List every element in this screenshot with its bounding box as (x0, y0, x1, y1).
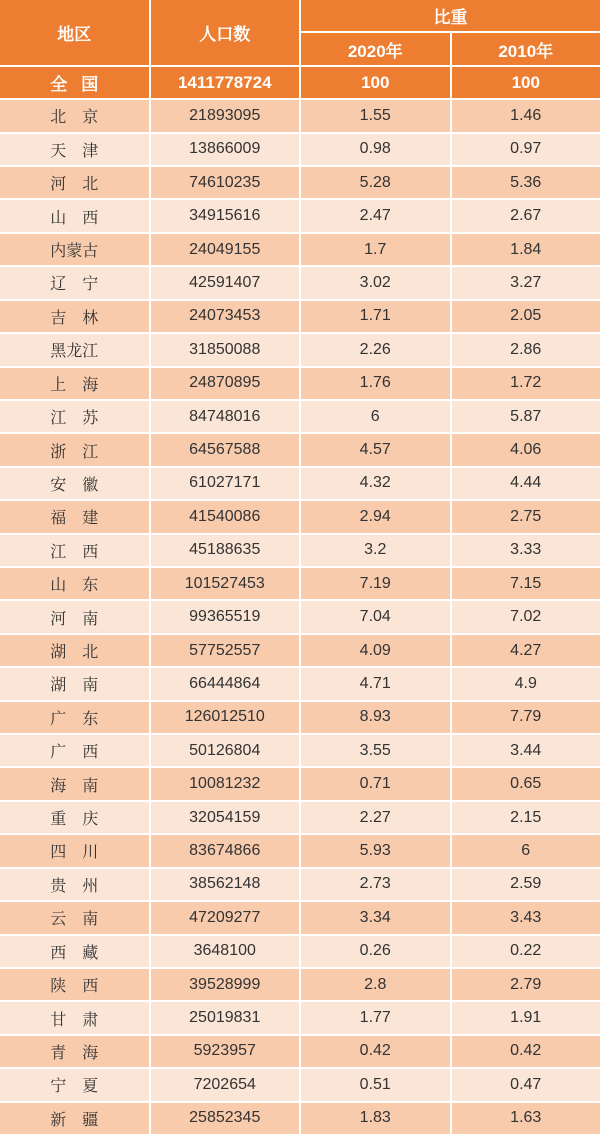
region-cell (0, 267, 149, 298)
region-cell (0, 869, 149, 900)
share-2020-cell: 0.51 (301, 1069, 450, 1100)
share-2020-cell: 3.55 (301, 735, 450, 766)
region-label: 青海 (50, 1044, 99, 1062)
region-cell (0, 735, 149, 766)
region-label: 江西 (50, 543, 99, 561)
population-cell: 7202654 (151, 1069, 300, 1100)
region-label: 新疆 (50, 1111, 99, 1129)
region-label: 广西 (50, 744, 99, 762)
share-2010-cell: 4.27 (452, 635, 600, 666)
share-2010-cell: 0.22 (452, 936, 600, 967)
share-2020-cell: 1.77 (301, 1002, 450, 1033)
population-cell: 39528999 (151, 969, 300, 1000)
share-2020-cell: 7.04 (301, 601, 450, 632)
share-2010-cell: 1.46 (452, 100, 600, 131)
region-label: 湖北 (50, 644, 99, 662)
header-share-group: 比重 (301, 0, 600, 31)
region-cell (0, 835, 149, 866)
share-2020-cell: 0.26 (301, 936, 450, 967)
population-cell: 83674866 (151, 835, 300, 866)
share-2010-cell: 3.33 (452, 535, 600, 566)
region-label: 安徽 (50, 476, 99, 494)
share-2010-cell: 1.63 (452, 1103, 600, 1134)
region-cell (0, 1036, 149, 1067)
population-cell: 101527453 (151, 568, 300, 599)
region-label: 上海 (50, 376, 99, 394)
region-label: 江苏 (50, 410, 99, 428)
region-label: 天津 (50, 142, 99, 160)
share-2020-cell: 2.73 (301, 869, 450, 900)
region-cell (0, 501, 149, 532)
region-label: 全国 (50, 75, 99, 95)
share-2020-cell: 1.55 (301, 100, 450, 131)
share-2010-cell: 3.27 (452, 267, 600, 298)
region-cell (0, 301, 149, 332)
share-2020-cell: 6 (301, 401, 450, 432)
region-cell (0, 1002, 149, 1033)
share-2010-cell: 2.79 (452, 969, 600, 1000)
header-2020: 2020年 (301, 33, 450, 64)
region-label: 北京 (50, 109, 99, 127)
region-label: 黑龙江 (50, 343, 99, 361)
region-cell (0, 1069, 149, 1100)
share-2020-cell: 1.7 (301, 234, 450, 265)
region-cell (0, 200, 149, 231)
share-2010-cell: 4.9 (452, 668, 600, 699)
region-cell (0, 702, 149, 733)
region-cell (0, 936, 149, 967)
population-cell: 99365519 (151, 601, 300, 632)
share-2020-cell: 2.26 (301, 334, 450, 365)
population-cell: 66444864 (151, 668, 300, 699)
region-label: 内蒙古 (50, 243, 99, 261)
share-2020-cell: 1.83 (301, 1103, 450, 1134)
share-2020-cell: 2.8 (301, 969, 450, 1000)
share-2010-cell: 2.86 (452, 334, 600, 365)
population-cell: 10081232 (151, 768, 300, 799)
share-2010-cell: 2.15 (452, 802, 600, 833)
region-label: 陕西 (50, 978, 99, 996)
population-cell: 45188635 (151, 535, 300, 566)
share-2010-cell: 0.42 (452, 1036, 600, 1067)
population-cell: 24049155 (151, 234, 300, 265)
population-cell: 31850088 (151, 334, 300, 365)
share-2020-cell: 5.93 (301, 835, 450, 866)
region-cell (0, 134, 149, 165)
population-cell: 47209277 (151, 902, 300, 933)
region-cell (0, 434, 149, 465)
header-population: 人口数 (151, 0, 300, 65)
share-2010-cell: 4.06 (452, 434, 600, 465)
region-label: 山西 (50, 209, 99, 227)
population-cell: 3648100 (151, 936, 300, 967)
share-2020-cell: 0.71 (301, 768, 450, 799)
share-2010-cell: 2.67 (452, 200, 600, 231)
region-label: 云南 (50, 911, 99, 929)
share-2020-cell: 8.93 (301, 702, 450, 733)
region-label: 湖南 (50, 677, 99, 695)
region-cell (0, 334, 149, 365)
share-2010-cell: 0.97 (452, 134, 600, 165)
region-label: 宁夏 (50, 1078, 99, 1096)
region-label: 山东 (50, 577, 99, 595)
population-cell: 84748016 (151, 401, 300, 432)
population-cell: 5923957 (151, 1036, 300, 1067)
region-cell (0, 368, 149, 399)
share-2020-cell: 2.94 (301, 501, 450, 532)
share-2020-cell: 0.98 (301, 134, 450, 165)
region-label: 辽宁 (50, 276, 99, 294)
region-label: 浙江 (50, 443, 99, 461)
region-cell (0, 535, 149, 566)
share-2010-cell: 0.47 (452, 1069, 600, 1100)
share-2020-cell: 2.47 (301, 200, 450, 231)
population-cell: 1411778724 (151, 67, 300, 98)
region-cell (0, 100, 149, 131)
region-label: 四川 (50, 844, 99, 862)
share-2020-cell: 4.71 (301, 668, 450, 699)
population-cell: 57752557 (151, 635, 300, 666)
population-cell: 38562148 (151, 869, 300, 900)
share-2020-cell: 3.02 (301, 267, 450, 298)
header-2010: 2010年 (452, 33, 600, 64)
region-label: 甘肃 (50, 1011, 99, 1029)
share-2020-cell: 100 (301, 67, 450, 98)
region-label: 吉林 (50, 309, 99, 327)
region-label: 重庆 (50, 811, 99, 829)
share-2010-cell: 5.87 (452, 401, 600, 432)
region-label: 贵州 (50, 877, 99, 895)
population-cell: 34915616 (151, 200, 300, 231)
share-2020-cell: 4.09 (301, 635, 450, 666)
region-cell (0, 568, 149, 599)
region-cell (0, 635, 149, 666)
population-cell: 24870895 (151, 368, 300, 399)
share-2020-cell: 1.76 (301, 368, 450, 399)
region-cell (0, 969, 149, 1000)
share-2020-cell: 0.42 (301, 1036, 450, 1067)
share-2010-cell: 2.05 (452, 301, 600, 332)
share-2010-cell: 1.72 (452, 368, 600, 399)
share-2020-cell: 3.2 (301, 535, 450, 566)
region-cell (0, 668, 149, 699)
region-cell (0, 768, 149, 799)
region-label: 福建 (50, 510, 99, 528)
region-cell (0, 67, 149, 98)
share-2010-cell: 7.02 (452, 601, 600, 632)
population-cell: 64567588 (151, 434, 300, 465)
share-2010-cell: 1.84 (452, 234, 600, 265)
share-2020-cell: 2.27 (301, 802, 450, 833)
share-2020-cell: 7.19 (301, 568, 450, 599)
population-cell: 25852345 (151, 1103, 300, 1134)
share-2010-cell: 0.65 (452, 768, 600, 799)
population-cell: 21893095 (151, 100, 300, 131)
population-cell: 42591407 (151, 267, 300, 298)
region-cell (0, 902, 149, 933)
region-label: 海南 (50, 777, 99, 795)
share-2020-cell: 3.34 (301, 902, 450, 933)
population-cell: 24073453 (151, 301, 300, 332)
region-label: 广东 (50, 710, 99, 728)
share-2010-cell: 3.44 (452, 735, 600, 766)
share-2010-cell: 1.91 (452, 1002, 600, 1033)
population-cell: 13866009 (151, 134, 300, 165)
header-region: 地区 (0, 0, 149, 65)
region-cell (0, 802, 149, 833)
region-cell (0, 1103, 149, 1134)
region-cell (0, 167, 149, 198)
region-cell (0, 234, 149, 265)
share-2010-cell: 7.15 (452, 568, 600, 599)
population-cell: 61027171 (151, 468, 300, 499)
share-2020-cell: 1.71 (301, 301, 450, 332)
population-cell: 41540086 (151, 501, 300, 532)
region-cell (0, 401, 149, 432)
region-cell (0, 601, 149, 632)
share-2010-cell: 100 (452, 67, 600, 98)
region-cell (0, 468, 149, 499)
share-2010-cell: 2.75 (452, 501, 600, 532)
share-2020-cell: 4.32 (301, 468, 450, 499)
share-2010-cell: 7.79 (452, 702, 600, 733)
share-2020-cell: 5.28 (301, 167, 450, 198)
share-2010-cell: 2.59 (452, 869, 600, 900)
share-2010-cell: 3.43 (452, 902, 600, 933)
population-cell: 50126804 (151, 735, 300, 766)
population-cell: 25019831 (151, 1002, 300, 1033)
share-2010-cell: 5.36 (452, 167, 600, 198)
region-label: 西藏 (50, 944, 99, 962)
region-label: 河北 (50, 176, 99, 194)
population-cell: 32054159 (151, 802, 300, 833)
share-2010-cell: 4.44 (452, 468, 600, 499)
share-2020-cell: 4.57 (301, 434, 450, 465)
population-cell: 126012510 (151, 702, 300, 733)
share-2010-cell: 6 (452, 835, 600, 866)
population-cell: 74610235 (151, 167, 300, 198)
region-label: 河南 (50, 610, 99, 628)
